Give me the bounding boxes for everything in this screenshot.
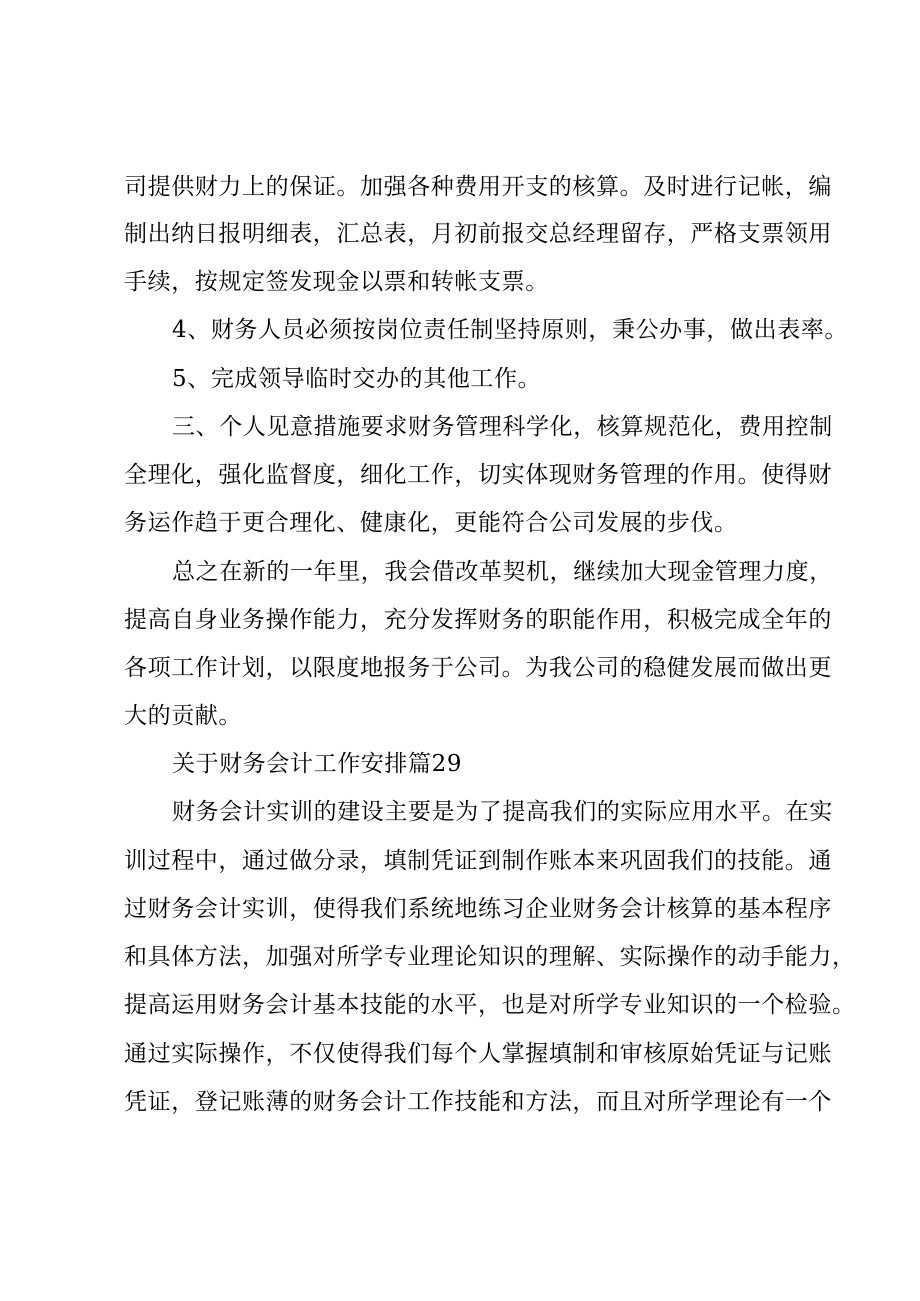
body-text-line: 提高运用财务会计基本技能的水平，也是对所学专业知识的一个检验。 — [124, 992, 856, 1018]
body-text-line: 制出纳日报明细表，汇总表，月初前报交总经理留存，严格支票领用 — [124, 221, 832, 247]
section-heading: 关于财务会计工作安排篇29 — [172, 751, 463, 777]
body-text-line: 手续，按规定签发现金以票和转帐支票。 — [124, 269, 549, 295]
body-text-line: 和具体方法，加强对所学专业理论知识的理解、实际操作的动手能力， — [124, 944, 856, 970]
body-text-line: 提高自身业务操作能力，充分发挥财务的职能作用，积极完成全年的 — [124, 607, 832, 633]
paragraph-line: 财务会计实训的建设主要是为了提高我们的实际应用水平。在实 — [172, 799, 833, 825]
body-text-line: 各项工作计划，以限度地报务于公司。为我公司的稳健发展而做出更 — [124, 655, 832, 681]
body-text-line: 司提供财力上的保证。加强各种费用开支的核算。及时进行记帐，编 — [124, 174, 832, 200]
list-item-5: 5、完成领导临时交办的其他工作。 — [172, 366, 542, 392]
body-text-line: 训过程中，通过做分录，填制凭证到制作账本来巩固我们的技能。通 — [124, 848, 832, 874]
body-text-line: 务运作趋于更合理化、健康化，更能符合公司发展的步伐。 — [124, 510, 738, 536]
summary-paragraph-line: 总之在新的一年里，我会借改革契机，继续加大现金管理力度， — [172, 559, 833, 585]
list-item-4: 4、财务人员必须按岗位责任制坚持原则，秉公办事，做出表率。 — [172, 317, 849, 343]
section-three-line: 三、个人见意措施要求财务管理科学化，核算规范化，费用控制 — [172, 414, 833, 440]
body-text-line: 通过实际操作，不仅使得我们每个人掌握填制和审核原始凭证与记账 — [124, 1041, 832, 1067]
body-text-line: 凭证，登记账薄的财务会计工作技能和方法，而且对所学理论有一个 — [124, 1089, 832, 1115]
body-text-line: 大的贡献。 — [124, 703, 242, 729]
body-text-line: 全理化，强化监督度，细化工作，切实体现财务管理的作用。使得财 — [124, 462, 832, 488]
body-text-line: 过财务会计实训，使得我们系统地练习企业财务会计核算的基本程序 — [124, 896, 832, 922]
